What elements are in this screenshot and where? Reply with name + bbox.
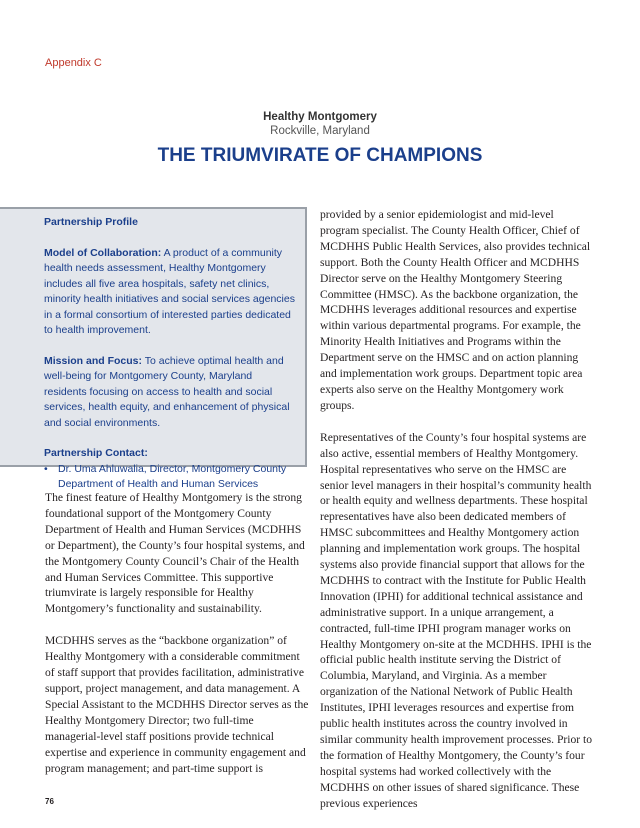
partnership-profile-content bbox=[44, 215, 296, 493]
contact-text: Dr. Uma Ahluwalia, Director, Montgomery County Department of Health and Human Services bbox=[58, 462, 287, 490]
page-number: 76 bbox=[45, 797, 54, 806]
appendix-label: Appendix C bbox=[45, 57, 102, 69]
page-title: THE TRIUMVIRATE OF CHAMPIONS bbox=[157, 145, 483, 166]
model-text: A product of a community health needs assessment, Healthy Montgomery includes all five area hospitals, safety net clinics, minority health initiatives and social services agencies in a formal consortium of interested parties dedicated to health improvement. bbox=[44, 246, 295, 336]
organization-name: Healthy Montgomery bbox=[263, 111, 377, 123]
contact-item bbox=[44, 462, 296, 493]
profile-heading: Partnership Profile bbox=[44, 216, 138, 228]
body-paragraph: Representatives of the County’s four hospital systems are also active, essential members of Healthy Montgomery. Hospital representatives who serve on the HMSC are senior level managers in their hospital’s community health or health equity and wellness departments. These hospital representatives have also been dedicated members of HMSC subcommittees and Healthy Montgomery action planning and implementation work groups. The hospital systems also provide financial support that allows for the MCDHHS to contract with the Institute for Public Health Innovation (IPHI) for additional technical assistance and administrative support. In a unique arrangement, a contracted, full-time IPHI program manager works on Healthy Montgomery on-site at the MCDHHS. IPHI is the official public health institute serving the District of Columbia, Maryland, and Virginia. As a member organization of the National Network of Public Health Institutes, IPHI leverages resources and expertise from public health institutes across the country involved in similar community health improvement processes. Prior to the formation of Healthy Montgomery, the County’s four hospital systems had worked collectively with the MCDHHS on other issues of shared significance. These previous experiences bbox=[320, 430, 593, 810]
body-paragraph: MCDHHS serves as the “backbone organization” of Healthy Montgomery with a considerable commitment of staff support that provides facilitation, administrative support, project management, and data management. A Special Assistant to the MCDHHS Director serves as the Healthy Montgomery Director; two full-time managerial-level staff positions provide technical expertise and experience in community engagement and program management; and part-time support is bbox=[45, 634, 309, 775]
organization-location: Rockville, Maryland bbox=[270, 125, 370, 137]
body-paragraph: The finest feature of Healthy Montgomery is the strong foundational support of the Montgomery County Department of Health and Human Services (MCDHHS or Department), the County’s four hospital systems, and the Montgomery County Council’s Chair of the Health and Human Services Committee. This supportive triumvirate is largely responsible for Healthy Montgomery’s functionality and sustainability. bbox=[45, 491, 305, 616]
contact-list bbox=[44, 462, 296, 493]
mission-and-focus bbox=[44, 354, 296, 432]
mission-text: To achieve optimal health and well-being for Montgomery County, Maryland residents focusing on access to health and social services, health equity, and enhancement of physical and social environments. bbox=[44, 354, 290, 429]
mission-label: Mission and Focus: bbox=[44, 354, 143, 367]
partnership-profile-box bbox=[0, 207, 307, 490]
body-paragraph: provided by a senior epidemiologist and mid-level program specialist. The County Health Officer, Chief of MCDHHS Public Health Services, also provides technical support. Both the County Health Officer and MCDHHS Director serve on the Healthy Montgomery Steering Committee (HMSC). As the backbone organization, the MCDHHS leverages additional resources and expertise within various departmental programs. For example, the Minority Health Initiatives and Programs within the Department serve on the HMSC and on action planning and implementation work groups. Department topic area experts also serve on the Healthy Montgomery work groups. bbox=[320, 208, 591, 412]
bullet-icon: • bbox=[44, 462, 48, 475]
model-of-collaboration bbox=[44, 246, 296, 339]
right-column bbox=[320, 207, 595, 812]
contact-label: Partnership Contact: bbox=[44, 447, 148, 459]
model-label: Model of Collaboration: bbox=[44, 246, 162, 259]
left-column bbox=[45, 490, 310, 776]
